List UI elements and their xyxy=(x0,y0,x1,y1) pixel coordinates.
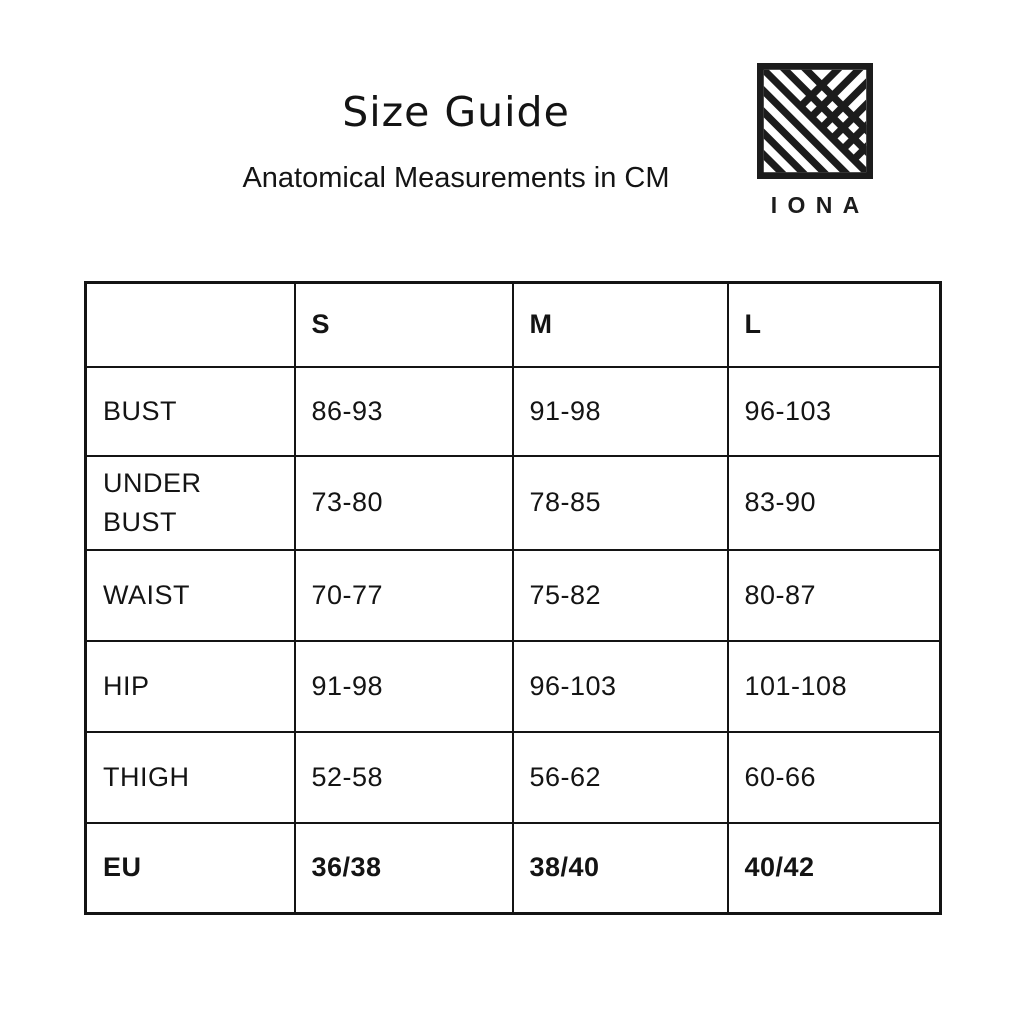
cell-hip-s: 91-98 xyxy=(295,641,513,732)
cell-thigh-l: 60-66 xyxy=(728,732,941,823)
cell-under-bust-s: 73-80 xyxy=(295,456,513,550)
cell-eu-m: 38/40 xyxy=(513,823,728,914)
cell-eu-s: 36/38 xyxy=(295,823,513,914)
table-row-eu xyxy=(86,823,941,914)
row-label-eu: EU xyxy=(103,852,142,883)
table-row-under-bust xyxy=(86,456,941,550)
iona-monogram-icon xyxy=(757,63,873,179)
cell-bust-l: 96-103 xyxy=(728,367,941,456)
header-cell-size-s: S xyxy=(295,283,513,368)
cell-waist-l: 80-87 xyxy=(728,550,941,641)
table-row-bust xyxy=(86,367,941,456)
table-row-waist xyxy=(86,550,941,641)
cell-hip-l: 101-108 xyxy=(728,641,941,732)
cell-eu-l: 40/42 xyxy=(728,823,941,914)
cell-under-bust-l: 83-90 xyxy=(728,456,941,550)
cell-waist-m: 75-82 xyxy=(513,550,728,641)
brand-block xyxy=(757,63,873,219)
cell-under-bust-m: 78-85 xyxy=(513,456,728,550)
cell-bust-s: 86-93 xyxy=(295,367,513,456)
size-guide-table xyxy=(84,281,942,915)
cell-thigh-m: 56-62 xyxy=(513,732,728,823)
page-subtitle: Anatomical Measurements in CM xyxy=(242,162,670,194)
table-row-thigh xyxy=(86,732,941,823)
header-cell-size-m: M xyxy=(513,283,728,368)
cell-waist-s: 70-77 xyxy=(295,550,513,641)
cell-thigh-s: 52-58 xyxy=(295,732,513,823)
table-header-row xyxy=(86,283,941,368)
row-label-under-bust: UNDER BUST xyxy=(103,467,202,537)
row-label-thigh: THIGH xyxy=(103,761,190,792)
table-row-hip xyxy=(86,641,941,732)
header-cell-empty xyxy=(86,283,295,368)
row-label-waist: WAIST xyxy=(103,579,190,610)
cell-hip-m: 96-103 xyxy=(513,641,728,732)
row-label-bust: BUST xyxy=(103,395,178,426)
brand-name: IONA xyxy=(770,192,870,218)
cell-bust-m: 91-98 xyxy=(513,367,728,456)
page-title: Size Guide xyxy=(342,88,570,136)
row-label-hip: HIP xyxy=(103,670,150,701)
header-cell-size-l: L xyxy=(728,283,941,368)
